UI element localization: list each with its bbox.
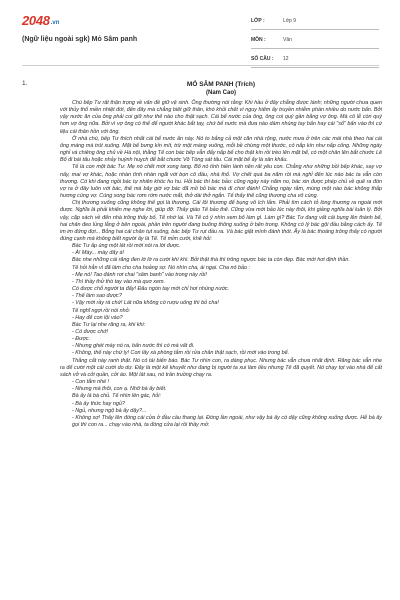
dialogue-line: - Con tắm nhé ! [72, 379, 110, 386]
meta-box [251, 13, 379, 70]
dialogue-line: - Mẹ nó! Tao đánh rơi chai "sâm banh" vào trong này rồi! [72, 271, 207, 278]
logo-number: 2048 [22, 13, 50, 28]
dialogue-line: - Nhưng mà thôi, con ạ. Nhỡ bà ấy biết. [72, 386, 167, 393]
dialogue-line: - Nhưng ghét máy nó ra, bẩn nước thì có mà vất đi. [72, 343, 195, 350]
question-content [60, 80, 382, 600]
logo-tld: .vn [50, 20, 60, 26]
dialogue-line: - Thế làm sao được? [72, 293, 122, 300]
dialogue-line: - À! Mày... mày đấy à! [72, 250, 125, 257]
passage-paragraph: Ở nhà chú, bếp Tư thích nhất cái bể nước ấn này. Nó to bằng cả một căn nhà rộng, nước mưa ở trên các mái nhà theo hai cái ống máng mà trút xuống. Mặt bể bưng kín mít, trừ một máng vuông, mỗi bề chừng một thước, có nắp kín như nắp cống. Những ngày nghỉ và chiêng ông chủ về Hà nội, thằng Tế con bác bếp vẫn đẩy nắp bể cho thật kín rồi trèo lên mặt bể, có một chân lên bắt chước Lê Bố đi bài tấu hoặc nhảy huỳnh huỵch để bắt chước Võ Tòng sát tấu. Cái mặt bể ấy là sân khấu. [60, 135, 382, 164]
dialogue-line: - Bà ấy thức hay ngủ? [72, 400, 125, 407]
passage-body [60, 100, 382, 429]
meta-value: Lớp 9 [283, 18, 297, 24]
question-number: 1. [22, 80, 28, 87]
meta-row-class [251, 13, 379, 30]
meta-label: MÔN : [251, 37, 266, 43]
dialogue-line: - Hay để con lội vào? [72, 314, 123, 321]
meta-label: SỐ CÂU : [251, 56, 274, 62]
meta-row-subject [251, 32, 379, 49]
dialogue-line: - Không sợ! Thấy lên đóng cái cửa ở đầu cầu thang lại. Đóng lần ngoài, như vậy bà ấy có dậy cũng không xuống được. Hễ bà ấy gọi thì con ra... chạy vào nhà, ta đóng cửa lại rồi thầy mở. [72, 414, 382, 429]
dialogue-line: - Ngủ, nhưng ngộ bà ấy dậy?... [72, 407, 147, 414]
passage-paragraph: Chú bếp Tư rất thận trọng về vấn đề giữ vệ sinh. Ông thường nói rằng: Khi hầu ở đây chẳng được lánh; những người chưa quen với thủy thổ miền nhiệt đới, đến đây mà chẳng biết giữ thân, khó khỏi chết vì nguy hiểm ấy truyền nhiễm phần nhiều do nước bẩn. Bởi vậy nước ăn của ông phải coi giữ như thế nào cho thật sạch. Cái bể nước của ông, ông coi quý gần bằng vợ ông. Mà cô lễ còn quý hơn vợ ông nữa. Bởi vì vợ ông có thể để người khác bắt tay, chứ bể nước mà đưa nào dám nhúng tay bẩn hay cái "sổ" bẩn vào thì cứ liệu cái thân hồn với ông. [60, 100, 382, 135]
document-subject: (Ngữ liệu ngoài sgk) Mỏ Sâm panh [22, 36, 138, 43]
dialogue-line: - Không, thế này chứ ly! Con lấy xà phòng tắm rồi rửa chân thật sạch, rồi mới vào trong bể. [72, 350, 290, 357]
dialogue-line: - Vậy mới rầy rà chứ! Lát nữa không có rượu uống thì bỏ cha! [72, 300, 219, 307]
passage-paragraph: Thằng cắt này ranh thật. Nó có tài biến báo. Bác Tư nhìn con, ra dáng phục. Nhưng bác vẫn chưa nhất định. Răng bác vẫn nhe ra để cười một cái cười do dự. Đây là một kế khuyết như đang bị người ta xui làm liều nhưng Tế đã quyết. Nó chạy tọt vào nhà để cất sách vở và cởi quần, cởi áo. Một lát sau, nó trần truồng chạy ra. [60, 357, 382, 378]
meta-value: Văn [283, 37, 292, 43]
page-header [0, 0, 400, 62]
passage-paragraph: Tế nghĩ ngợi rồi nói nhỏ: [72, 307, 131, 314]
dialogue-line: - Có được chớ! [72, 329, 108, 335]
passage-paragraph: Bà ấy là bà chủ. Tế nhìn lên gác, hỏi: [72, 393, 162, 400]
dialogue-line: - Được. [72, 336, 91, 343]
passage-paragraph: Chị thương xuống cũng không thể gọi là thương. Cái lối thương để bụng vô ích lắm. Phải tìm cách tỏ lòng thương ra ngoài mới được. Nghĩa là phải khiến mẹ nghe lời, giúp đỡ. Thấy giáo Tế bảo thế. Cũng vừa mới bảo lúc này thôi, khi giảng nghĩa bài luân lý. Bởi vậy, cặp sách về đến nhà trông thấy bố, Tế nhớ lại. Và Tế có ý nhìn xem bố làm gì. Làm gì? Bác Tư đang vất cái bụng lên thành bể, hai chân đeo lủng lẳng ở bên ngoài, phần trên người đang buông thõng xuống ở bên trong. Không có lý bác gội đầu bằng cách ấy. Tế im im đứng đợi... Bỗng hai cái chân tụt xuống, bác bếp Tư rụt đầu ra. Và bác giật mình đánh thót. Ấy là bác thoáng trông thấy có người đứng cạnh mà không biết người ấy là Tế. Tế mỉm cười, khẽ hỏi: [60, 200, 382, 242]
header-divider [22, 65, 379, 66]
site-logo[interactable] [22, 12, 59, 26]
passage-author: (Nam Cao) [205, 90, 236, 96]
passage-title: MỎ SÂM PANH (Trích) [186, 81, 256, 88]
passage-paragraph: Bác Tư ấp úng một lát rồi mới nói ra lời được. [72, 243, 181, 250]
passage-paragraph: Bác nhe những cái răng đen lờ lờ ra cười khì khì. Bởi thật thà thì trông ngược bác ta còn đẹp. Bác mới hơi định thần. [72, 257, 350, 264]
passage-paragraph: Tế là con một bác Tư. Mẹ nó chết mới xong tang. Bố nó tính hiền lành nên rất yêu con. Chẳng như những bồi bếp khác, say vợ nấy, mai vợ khác, hoặc nhàn tình nhàn ngãi với bọn cô đầu, nhà thổ. Vợ chết quá ba năm rồi mà nghỉ đến lúc nào bác ta vẫn còn thương. Có khi đang ngồi bác tự nhiên khóc hu hu. Hỏi bác thì bác bảo: cũng ngày này năm no, bác xin được phép chủ về quê ra đón vợ ra ở đây luôn với bác, thế mà bây giờ vợ bác đã mồ bỏ bác mà đi chơi đánh! Chẳng ngày rằm, mùng một nào bác không thắp hương cúng vợ. Cúng xong bác rơm rớm nước mắt, thở dài thở ngắn. Tế thấy thế cũng thương cha vô cùng. [60, 164, 382, 200]
passage-paragraph: Bác Tư lại nhe răng ra, khi khi: [72, 321, 146, 328]
meta-value: 12 [283, 56, 289, 62]
meta-label: LỚP : [251, 18, 265, 24]
passage-paragraph: Có được chỗ người ta đấy! Đâu ngón tay mới chỉ hơi nhúng nước. [72, 286, 230, 293]
dialogue-line: - Thì thầy thử thò tay vào mà quơ xem. [72, 278, 165, 285]
passage-paragraph: Tế hỏi hẳn vì đã làm cho cha hoảng sợ. Nó nhìn cha, ái ngại. Cha nó bảo : [72, 264, 250, 271]
